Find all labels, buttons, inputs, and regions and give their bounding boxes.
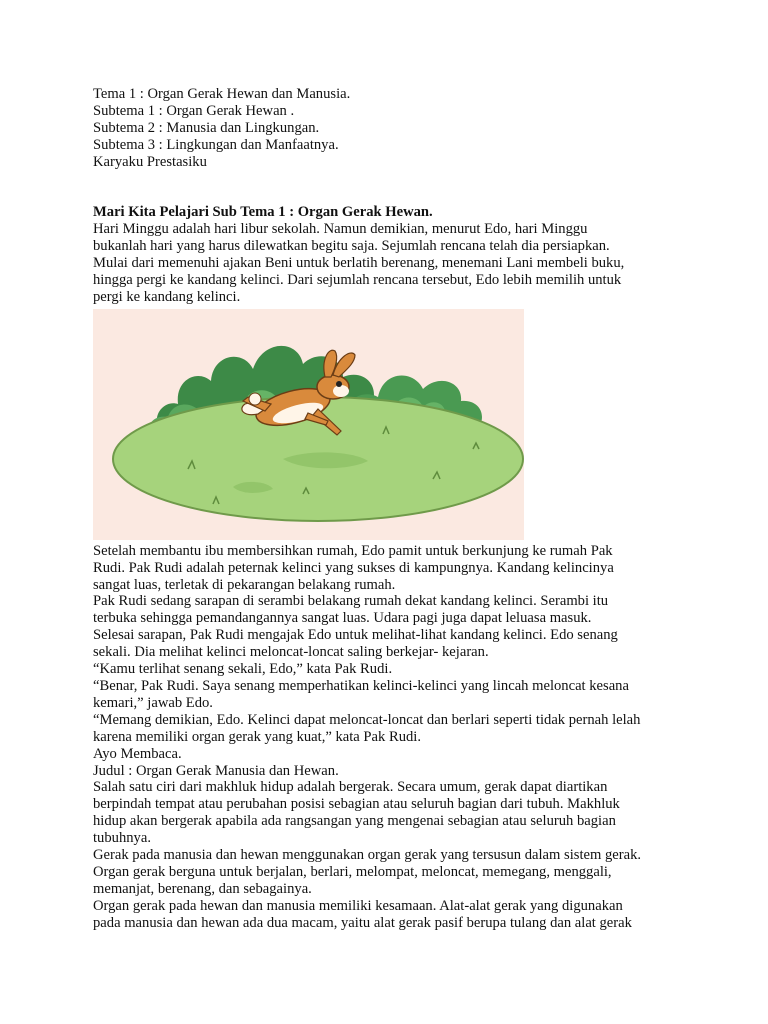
document-page: [93, 86, 683, 932]
text-line: sangat luas, terletak di pekarangan belakang rumah.: [93, 576, 396, 593]
dialogue-line: “Kamu terlihat senang sekali, Edo,” kata Pak Rudi.: [93, 661, 393, 678]
dialogue-line: kemari,” jawab Edo.: [93, 694, 213, 711]
text-line: Setelah membantu ibu membersihkan rumah, Edo pamit untuk berkunjung ke rumah Pak: [93, 542, 613, 559]
text-line: tubuhnya.: [93, 830, 151, 847]
dialogue-line: “Memang demikian, Edo. Kelinci dapat meloncat-loncat dan berlari seperti tidak pernah lelah: [93, 711, 641, 728]
text-line: pergi ke kandang kelinci.: [93, 288, 241, 305]
text-line: Organ gerak berguna untuk berjalan, berlari, melompat, meloncat, memegang, menggali,: [93, 863, 612, 880]
topic-line: Tema 1 : Organ Gerak Hewan dan Manusia.: [93, 86, 351, 102]
dialogue-line: karena memiliki organ gerak yang kuat,” kata Pak Rudi.: [93, 728, 421, 745]
blank-line: [93, 171, 683, 188]
text-line: Salah satu ciri dari makhluk hidup adalah bergerak. Secara umum, gerak dapat diartikan: [93, 779, 608, 796]
text-line: Organ gerak pada hewan dan manusia memiliki kesamaan. Alat-alat gerak yang digunakan: [93, 897, 623, 914]
text-line: bukanlah hari yang harus dilewatkan begitu saja. Sejumlah rencana telah dia persiapkan.: [93, 238, 610, 255]
text-line: memanjat, berenang, dan sebagainya.: [93, 880, 312, 897]
text-line: hingga pergi ke kandang kelinci. Dari sejumlah rencana tersebut, Edo lebih memilih untuk: [93, 271, 622, 288]
subtopic-line: Karyaku Prestasiku: [93, 153, 207, 170]
subtopic-line: Subtema 3 : Lingkungan dan Manfaatnya.: [93, 136, 339, 153]
story-body: [93, 543, 683, 932]
text-line: Judul : Organ Gerak Manusia dan Hewan.: [93, 762, 339, 779]
subtopic-line: Subtema 1 : Organ Gerak Hewan .: [93, 102, 295, 119]
text-line: Gerak pada manusia dan hewan menggunakan organ gerak yang tersusun dalam sistem gerak.: [93, 847, 642, 864]
text-line: Pak Rudi sedang sarapan di serambi belakang rumah dekat kandang kelinci. Serambi itu: [93, 593, 609, 610]
text-line: sekali. Dia melihat kelinci meloncat-loncat saling berkejar- kejaran.: [93, 644, 489, 661]
blank-line: [93, 187, 683, 204]
text-line: Selesai sarapan, Pak Rudi mengajak Edo untuk melihat-lihat kandang kelinci. Edo senang: [93, 627, 618, 644]
text-line: Ayo Membaca.: [93, 745, 182, 762]
text-line: terbuka sehingga pemandangannya sangat luas. Udara pagi juga dapat leluasa masuk.: [93, 610, 592, 627]
text-line: Hari Minggu adalah hari libur sekolah. Namun demikian, menurut Edo, hari Minggu: [93, 221, 588, 238]
text-line: pada manusia dan hewan ada dua macam, yaitu alat gerak pasif berupa tulang dan alat gerak: [93, 914, 632, 931]
text-line: Rudi. Pak Rudi adalah peternak kelinci yang sukses di kampungnya. Kandang kelincinya: [93, 559, 614, 576]
dialogue-line: “Benar, Pak Rudi. Saya senang memperhatikan kelinci-kelinci yang lincah meloncat kesana: [93, 678, 629, 694]
text-line: hidup akan bergerak apabila ada rangsangan yang mengenai sebagian atau seluruh bagian: [93, 813, 616, 830]
intro-paragraph: [93, 221, 683, 306]
rabbit-illustration: [93, 309, 524, 540]
topic-list: [93, 86, 683, 171]
rabbit-illustration-svg: [93, 309, 524, 540]
subtopic-line: Subtema 2 : Manusia dan Lingkungan.: [93, 119, 320, 136]
text-line: berpindah tempat atau perubahan posisi sebagian atau seluruh bagian dari tubuh. Makhluk: [93, 796, 620, 813]
section-heading: Mari Kita Pelajari Sub Tema 1 : Organ Gerak Hewan.: [93, 204, 433, 221]
text-line: Mulai dari memenuhi ajakan Beni untuk berlatih berenang, menemani Lani membeli buku,: [93, 255, 625, 272]
